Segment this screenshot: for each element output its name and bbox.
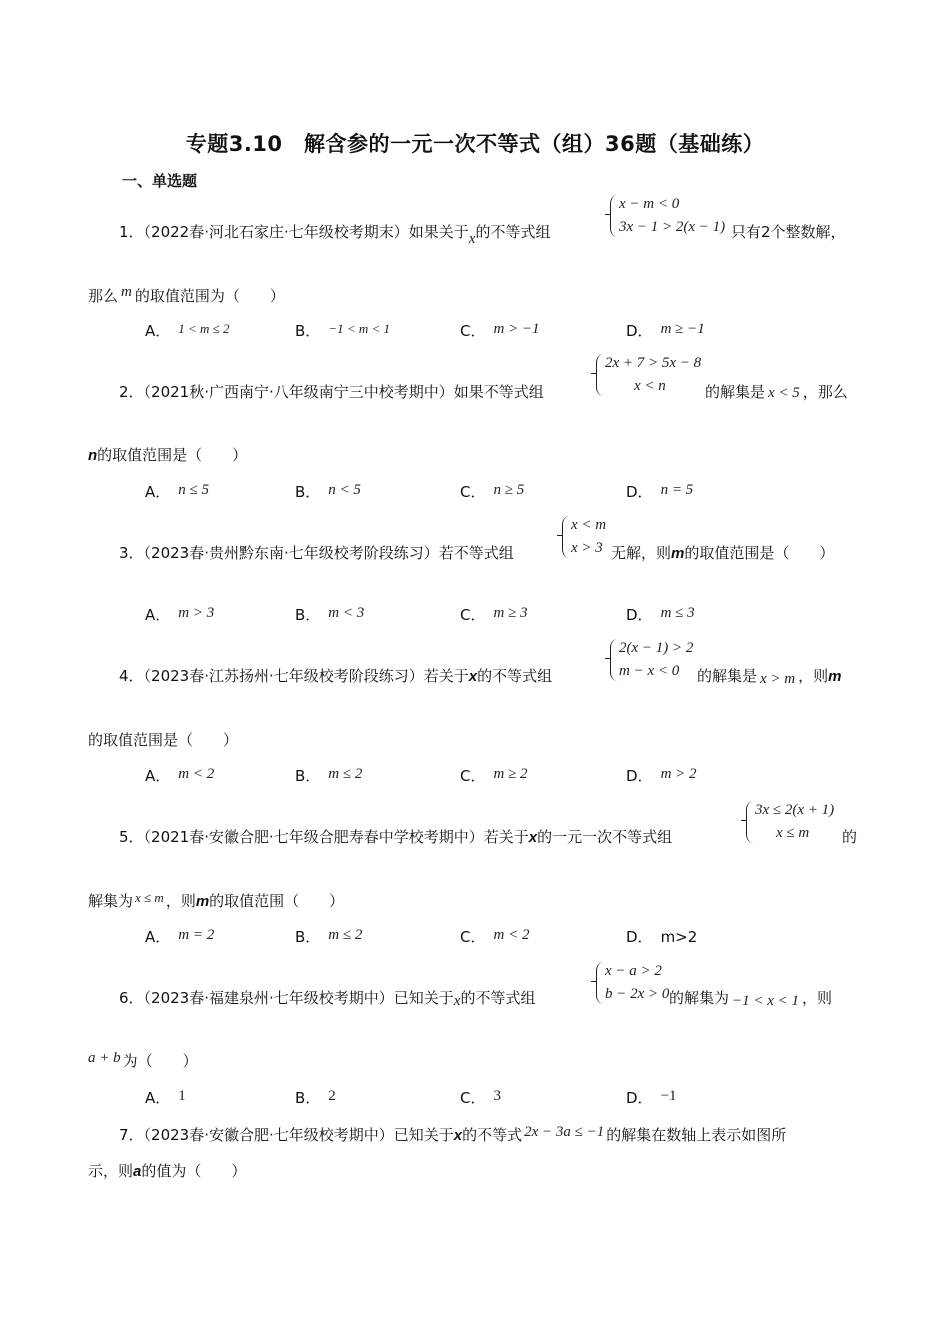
question-7-line2: 示，则a的值为（ ）	[88, 1162, 247, 1180]
question-4-system: 2(x − 1) > 2 m − x < 0	[610, 637, 700, 685]
question-3-system: x < m x > 3	[562, 514, 622, 562]
question-1-system: x − m < 0 3x − 1 > 2(x − 1)	[610, 193, 740, 241]
option-d[interactable]: D． m > 2	[626, 766, 697, 785]
question-6-line1: 6．（2023春·福建泉州·七年级校考期中）已知关于x的不等式组	[119, 989, 536, 1009]
question-7-line1: 7．（2023春·安徽合肥·七年级校考期中）已知关于x的不等式 2x − 3a ≤ −1 的解集在数轴上表示如图所	[119, 1124, 787, 1144]
option-c[interactable]: C． m ≥ 2	[460, 766, 528, 785]
option-a[interactable]: A． 1 < m ≤ 2	[145, 321, 230, 340]
option-d[interactable]: D． −1	[626, 1088, 677, 1107]
question-4-line1: 4．（2023春·江苏扬州·七年级校考阶段练习）若关于x的不等式组	[119, 667, 553, 685]
brace-icon	[610, 639, 617, 681]
question-2-system: 2x + 7 > 5x − 8 x < n	[596, 352, 704, 400]
question-2-line2: n的取值范围是（ ）	[88, 446, 248, 464]
option-b[interactable]: B． 2	[295, 1088, 336, 1107]
question-5-line2: 解集为 x ≤ m ，则m的取值范围（ ）	[88, 890, 345, 910]
option-c[interactable]: C． m ≥ 3	[460, 605, 528, 624]
page-title: 专题3.10 解含参的一元一次不等式（组）36题（基础练）	[185, 132, 765, 156]
question-4-line2: 的取值范围是（ ）	[88, 731, 239, 749]
option-b[interactable]: B． −1 < m < 1	[295, 321, 391, 340]
option-b[interactable]: B． n < 5	[295, 482, 361, 501]
question-1-line2: 那么 m 的取值范围为（ ）	[88, 284, 285, 305]
brace-icon	[596, 354, 603, 396]
question-5-line1: 5．（2021春·安徽合肥·七年级合肥寿春中学校考期中）若关于x的一元一次不等式组	[119, 828, 673, 846]
option-a[interactable]: A． m > 3	[145, 605, 215, 624]
question-6-system: x − a > 2 b − 2x > 0	[596, 960, 676, 1008]
option-a[interactable]: A． m = 2	[145, 927, 215, 946]
option-b[interactable]: B． m ≤ 2	[295, 927, 363, 946]
brace-icon	[610, 195, 617, 237]
brace-icon	[562, 516, 569, 558]
option-a[interactable]: A． n ≤ 5	[145, 482, 209, 501]
option-d[interactable]: D． m ≥ −1	[626, 321, 705, 340]
question-2-line1: 2．（2021秋·广西南宁·八年级南宁三中校考期中）如果不等式组	[119, 383, 544, 401]
option-a[interactable]: A． 1	[145, 1088, 186, 1107]
option-c[interactable]: C． 3	[460, 1088, 501, 1107]
option-a[interactable]: A． m < 2	[145, 766, 215, 785]
question-6-line2: a + b 为（ ）	[88, 1050, 198, 1070]
brace-icon	[746, 801, 753, 843]
question-3-line1: 3．（2023春·贵州黔东南·七年级校考阶段练习）若不等式组	[119, 544, 514, 562]
option-d[interactable]: D． n = 5	[626, 482, 694, 501]
option-b[interactable]: B． m < 3	[295, 605, 365, 624]
option-c[interactable]: C． m > −1	[460, 321, 540, 340]
option-d[interactable]: D． m>2	[626, 928, 698, 946]
option-d[interactable]: D． m ≤ 3	[626, 605, 695, 624]
option-c[interactable]: C． n ≥ 5	[460, 482, 525, 501]
option-c[interactable]: C． m < 2	[460, 927, 530, 946]
brace-icon	[596, 962, 603, 1004]
section-heading: 一、单选题	[122, 172, 198, 190]
question-1-line1: 1．（2022春·河北石家庄·七年级校考期末）如果关于x的不等式组	[119, 223, 551, 247]
question-5-system: 3x ≤ 2(x + 1) x ≤ m	[746, 799, 856, 847]
option-b[interactable]: B． m ≤ 2	[295, 766, 363, 785]
